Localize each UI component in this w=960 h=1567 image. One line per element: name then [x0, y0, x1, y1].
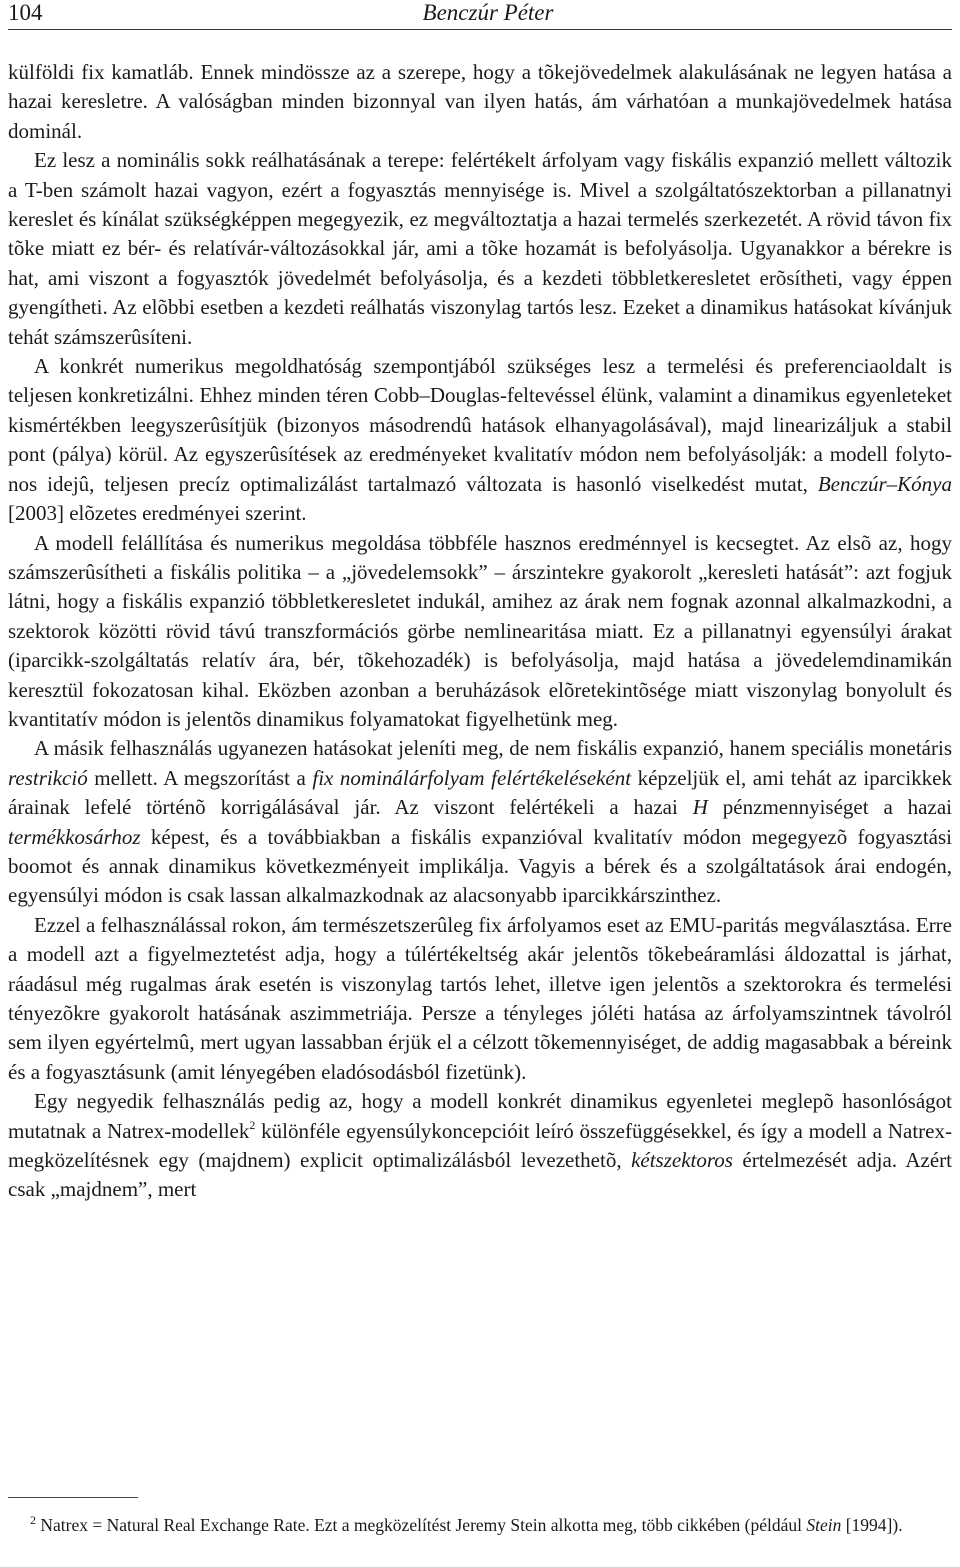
paragraph-text: különféle egyensúlykoncepcióit leíró összefüggésekkel, és így a modell a Natrex-megközelítésnek egy (majdnem) explicit optimalizálásból levezethetõ, — [8, 1118, 952, 1173]
page-number: 104 — [8, 0, 43, 25]
emphasis-text: termékkosárhoz — [8, 824, 141, 849]
paragraph-text: A konkrét numerikus megoldhatóság szempontjából szükséges lesz a termelési és preferenciaoldalt is teljesen konkretizálni. Ehhez minden téren Cobb–Douglas-feltevéssel élünk, valamint a dinamikus egyenleteket kismértékben leegyszerûsítjük (bizonyos másodrendû hatások elhanyagolásával), majd linearizáljuk a stabil pont (pálya) körül. Az egyszerûsítések az eredményeket kvalitatív módon nem befolyásolják: a modell folytonos idejû, teljesen precíz optimalizálást tartalmazó változata is hasonló viselkedést mutat, — [8, 354, 952, 496]
paragraph-text: képest, és a továbbiakban a fiskális expanzióval kvalitatív módon megegyezõ fogyasztási boomot és annak dinamikus következményeit implikálja. Vagyis a bérek és a szolgáltatások árai endogén, egyensúlyi módon is csak lassan alkalmazkodnak az alacsonyabb iparcikkárszinthez. — [8, 824, 952, 908]
running-head — [8, 0, 952, 40]
emphasis-text: kétszektoros — [631, 1148, 733, 1173]
math-symbol: H — [692, 795, 708, 820]
paragraph-text: képzeljük el, ami tehát az iparcikkek árainak lefelé történõ korrigálásával jár. Az viszont felértékeli a hazai — [8, 765, 952, 820]
paragraph — [8, 734, 952, 910]
paragraph — [8, 911, 952, 1087]
paragraph-text: külföldi fix kamatláb. Ennek mindössze az a szerepe, hogy a tõkejövedelmek alakulásának ne legyen hatása a hazai keresletre. A valóságban minden bizonnyal van ilyen hatás, ám várhatóan a munkajövedelmek hatása dominál. — [8, 60, 952, 143]
paragraph — [8, 1087, 952, 1205]
footnote-mark: 2 — [30, 1513, 36, 1528]
emphasis-text: fix nominálárfolyam felértékeléseként — [312, 765, 632, 790]
paragraph-text: A másik felhasználás ugyanezen hatásokat jeleníti meg, de nem fiskális expanzió, hanem speciális monetáris — [34, 736, 952, 761]
paragraph — [8, 352, 952, 528]
body-text — [8, 58, 952, 1205]
paragraph-text: Ezzel a felhasználással rokon, ám természetszerûleg fix árfolyamos eset az EMU-paritás megválasztása. Erre a modell azt a figyelmeztetést adja, hogy a túlértékeltség akár jelentõs tõkebeáramlási áldozattal is járhat, ráadásul még rugalmas árak esetén is viszonylag tartós lehet, illetve igen jelentõs a szektorokra és termelési tényezõkre gyakorolt hatásának aszimmetriája. Persze a tényleges jóléti hatása az árfolyamszintnek távolról sem ilyen egyértelmû, mert ugyan lassabban érjük el a célzott tõkemennyiséget, de addig magasabbak a béreink és a fogyasztásunk (amit lényegében eladósodásból fizetünk). — [8, 912, 952, 1084]
paragraph-text: Ez lesz a nominális sokk reálhatásának a terepe: felértékelt árfolyam vagy fiskális expanzió mellett változik a T-ben számolt hazai vagyon, ezért a fogyasztás mennyisége is. Mivel a szolgáltatószektorban a pillanatnyi kereslet és kínálat szükségképpen megegyezik, ez megváltoztatja a hazai termelés szerkezetét. A rövid távon fix tõke miatt ez bér- és relatívár-változásokkal jár, ami a tõke hozamát is befolyásolja. Ugyanakkor a bérekre is hat, ami viszont a fogyasztók jövedelmét befolyásolja, és a kezdeti többletkeresletet erõsítheti, vagy éppen gyengítheti. Az elõbbi esetben a kezdeti reálhatás viszonylag tartós lesz. Ezeket a dinamikus hatásokat kívánjuk tehát számszerûsíteni. — [8, 148, 952, 349]
citation-author: Stein — [806, 1515, 842, 1535]
paragraph-text: mellett. A megszorítást a — [87, 765, 313, 790]
footnote — [8, 1513, 952, 1538]
paragraph-text: értelmezését adja. Azért csak „majdnem”, mert — [8, 1148, 952, 1202]
paragraph-text: [2003] elõzetes eredményei szerint. — [8, 501, 307, 526]
header-rule — [8, 29, 952, 30]
citation-authors: Benczúr–Kónya — [817, 471, 952, 496]
footnote-reference[interactable]: 2 — [249, 1117, 256, 1132]
paragraph — [8, 146, 952, 352]
paragraph-text: pénzmennyiséget a hazai — [707, 795, 952, 820]
paragraph-text: A modell felállítása és numerikus megoldása többféle hasznos eredménnyel is kecsegtet. Az elsõ az, hogy számszerûsítheti a fiskális politika – a „jövedelemsokk” – árszintekre gyakorolt „keresleti hatását”: azt fogjuk látni, hogy a fiskális expanzió többletkeresletet indukál, amihez az árak nem fognak azonnal alkalmazkodni, a szektorok közötti rövid távú transzformációs görbe nemlinearitása miatt. Ez a pillanatnyi egyensúlyi árakat (iparcikk-szolgáltatás relatív ára, bér, tõkehozadék) is befolyásolja, majd hatása a jövedelemdinamikán keresztül fokozatosan kihal. Eközben azonban a beruházások elõretekintõsége miatt viszonylag bonyolult és kvantitatív módon is jelentõs dinamikus folyamatokat figyelhetünk meg. — [8, 530, 952, 731]
footnote-text: Natrex = Natural Real Exchange Rate. Ezt a megközelítést Jeremy Stein alkotta meg, több cikkében (például — [40, 1515, 807, 1535]
footnote-text: [1994]). — [841, 1515, 903, 1535]
paragraph-text: Egy negyedik felhasználás pedig az, hogy a modell konkrét dinamikus egyenletei meglepõ hasonlóságot mutatnak a Natrex-modellek — [8, 1089, 952, 1143]
footnote-rule — [8, 1497, 138, 1498]
paragraph — [8, 529, 952, 735]
paragraph — [8, 58, 952, 146]
running-title: Benczúr Péter — [422, 0, 554, 25]
emphasis-text: restrikció — [8, 765, 88, 790]
